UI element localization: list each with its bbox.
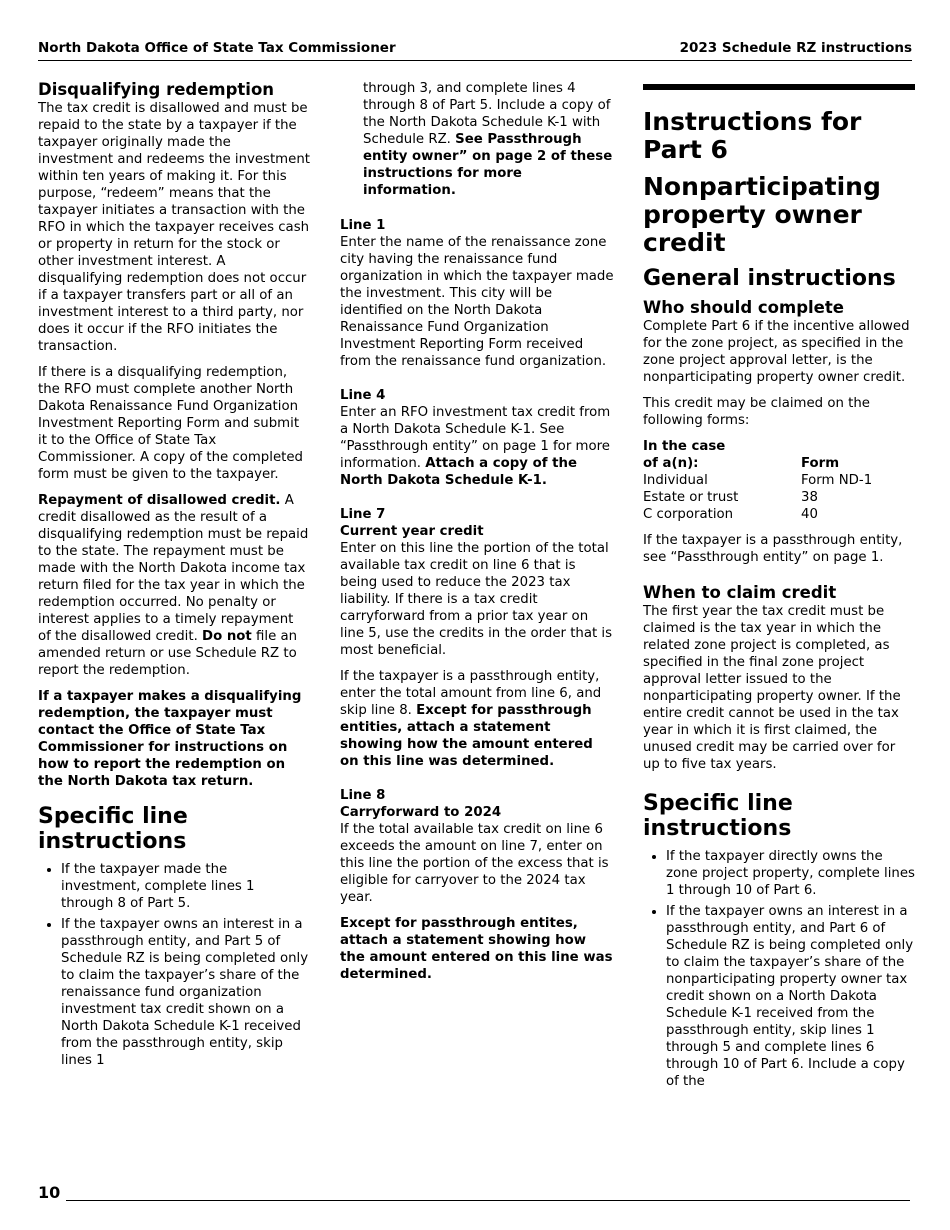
- list-item: • If the taxpayer owns an interest in a passthrough entity, and Part 6 of Schedule RZ is being completed only to claim the taxpayer’s share of the nonparticipating property owner tax credit shown on a North Dakota Schedule K-1 received from the passthrough entity, skip lines 1 through 5 and complete lines 6 through 10 of Part 6. Include a copy of the: [666, 903, 915, 1090]
- list-item: • If the taxpayer made the investment, complete lines 1 through 8 of Part 5.: [61, 861, 310, 912]
- line-1-text: Enter the name of the renaissance zone city having the renaissance fund organization in which the taxpayer made the investment. This city will be identified on the North Dakota Renaissance Fund Organization Investment Reporting Form received from the renaissance fund organization.: [340, 235, 614, 369]
- table-header-case-line-2: of a(n):: [643, 456, 699, 471]
- when-to-claim-heading: When to claim credit: [643, 583, 837, 602]
- table-header-row: [643, 438, 872, 472]
- specific-line-instructions-heading-part6: Specific line instructions: [643, 791, 793, 841]
- line-8-text: If the total available tax credit on line 6 exceeds the amount on line 7, enter on this line the portion of the excess that is eligible for carryover to the 2024 tax year.: [340, 822, 609, 905]
- header-rule: [38, 60, 912, 61]
- part6-subtitle: Nonparticipating property owner credit: [643, 172, 881, 257]
- line-7-p2-bold: Except for passthrough entities, attach a statement showing how the amount entered on this line was determined.: [340, 703, 593, 769]
- table-header-case: [643, 438, 801, 472]
- contact-notice-bold: If a taxpayer makes a disqualifying redemption, the taxpayer must contact the Office of State Tax Commissioner for instructions on how to report the redemption on the North Dakota tax return.: [38, 689, 302, 789]
- line-4-heading: Line 4: [340, 388, 386, 403]
- continuation-bold: See Passthrough entity owner” on page 2 of these instructions for more information.: [363, 132, 613, 198]
- line-8-subheading: Carryforward to 2024: [340, 805, 502, 820]
- table-cell-form: Form ND-1: [801, 473, 873, 488]
- when-to-claim-text: The first year the tax credit must be claimed is the tax year in which the related zone project is completed, as specified in the final zone project approval letter issued to the nonparticipating property owner. If the entire credit cannot be used in the tax year in which it is first claimed, the unused credit may be carried over for up to five tax years.: [643, 604, 901, 772]
- disqualifying-redemption-heading: Disqualifying redemption: [38, 80, 275, 99]
- line-8-heading: Line 8: [340, 788, 386, 803]
- passthrough-note: If the taxpayer is a passthrough entity, see “Passthrough entity” on page 1.: [643, 533, 903, 565]
- table-cell-case: Individual: [643, 473, 708, 488]
- table-header-case-line-1: In the case: [643, 439, 726, 454]
- disqualifying-paragraph-2: If there is a disqualifying redemption, the RFO must complete another North Dakota Renaissance Fund Organization Investment Reporting Form and submit it to the Office of State Tax Commissioner. A copy of the completed form must be given to the taxpayer.: [38, 365, 303, 482]
- repayment-lead: Repayment of disallowed credit.: [38, 493, 281, 508]
- column-1: [38, 80, 310, 1073]
- part6-title: Instructions for Part 6: [643, 107, 862, 164]
- column-3: [643, 84, 915, 1094]
- section-divider-bar: [643, 84, 915, 90]
- repayment-paragraph: [38, 492, 310, 679]
- repayment-do-not: Do not: [202, 629, 252, 644]
- who-should-complete-heading: Who should complete: [643, 298, 844, 317]
- line-7-heading: Line 7: [340, 507, 386, 522]
- header-doc-title: 2023 Schedule RZ instructions: [679, 40, 912, 56]
- line-7-paragraph-2: [340, 668, 615, 770]
- list-item: • If the taxpayer directly owns the zone project property, complete lines 1 through 10 of Part 6.: [666, 848, 915, 899]
- part5-bullet-list: [38, 861, 310, 1069]
- table-cell-case: C corporation: [643, 507, 734, 522]
- table-cell-form: 38: [801, 490, 818, 505]
- line-8-notice: [340, 915, 615, 983]
- part6-bullet-list: [643, 848, 915, 1090]
- column-2: [340, 80, 615, 992]
- line-8-bold: Except for passthrough entites, attach a statement showing how the amount entered on this line was determined.: [340, 916, 613, 982]
- line-7-text: Enter on this line the portion of the total available tax credit on line 6 that is being used to reduce the 2023 tax liability. If there is a tax credit carryforward from a prior tax year on line 5, use the credits in the order that is most beneficial.: [340, 541, 613, 658]
- disqualifying-paragraph-1: The tax credit is disallowed and must be repaid to the state by a taxpayer if the taxpayer originally made the investment and redeems the investment within ten years of making it. For this purpose, “redeem” means that the taxpayer initiates a transaction with the RFO in which the taxpayer receives cash or property in return for the stock or other investment interest. A disqualifying redemption does not occur if a taxpayer transfers part or all of an investment interest to a third party, nor does it occur if the RFO initiates the transaction.: [38, 101, 310, 354]
- repayment-text-2: file an amended return or use Schedule RZ to report the redemption.: [38, 629, 298, 678]
- line-7-subheading: Current year credit: [340, 524, 484, 539]
- table-header-form: Form: [801, 456, 840, 471]
- line-1-heading: Line 1: [340, 218, 386, 233]
- header-agency: North Dakota Office of State Tax Commissioner: [38, 40, 396, 56]
- line-4-bold: Attach a copy of the North Dakota Schedule K-1.: [340, 456, 577, 488]
- repayment-text-1: A credit disallowed as the result of a disqualifying redemption must be repaid to the state. The repayment must be made with the North Dakota income tax return filed for the tax year in which the redemption occurred. No penalty or interest applies to a timely repayment of the disallowed credit.: [38, 493, 309, 644]
- specific-line-instructions-heading-part5: Specific line instructions: [38, 804, 188, 854]
- page-number: 10: [38, 1183, 61, 1202]
- bullet-continuation: [340, 80, 615, 199]
- table-cell-case: Estate or trust: [643, 490, 739, 505]
- general-instructions-heading: General instructions: [643, 266, 896, 291]
- continuation-text: through 3, and complete lines 4 through 8 of Part 5. Include a copy of the North Dakota Schedule K-1 with Schedule RZ.: [363, 81, 611, 147]
- footer-rule: [66, 1200, 910, 1201]
- line-4-text: Enter an RFO investment tax credit from a North Dakota Schedule K-1. See “Passthrough entity” on page 1 for more information.: [340, 405, 611, 471]
- contact-notice: [38, 688, 310, 790]
- who-should-complete-text: Complete Part 6 if the incentive allowed for the zone project, as specified in the zone project approval letter, is the nonparticipating property owner credit.: [643, 319, 910, 385]
- line-7-p2-text: If the taxpayer is a passthrough entity, enter the total amount from line 6, and skip line 8.: [340, 669, 602, 718]
- table-row: [643, 506, 872, 523]
- table-cell-form: 40: [801, 507, 818, 522]
- forms-intro: This credit may be claimed on the following forms:: [643, 396, 870, 428]
- table-row: [643, 472, 872, 489]
- line-4-paragraph: [340, 404, 615, 489]
- table-row: [643, 489, 872, 506]
- forms-table: [643, 438, 872, 523]
- list-item: • If the taxpayer owns an interest in a passthrough entity, and Part 5 of Schedule RZ is being completed only to claim the taxpayer’s share of the renaissance fund organization investment tax credit shown on a North Dakota Schedule K-1 received from the passthrough entity, skip lines 1: [61, 916, 310, 1069]
